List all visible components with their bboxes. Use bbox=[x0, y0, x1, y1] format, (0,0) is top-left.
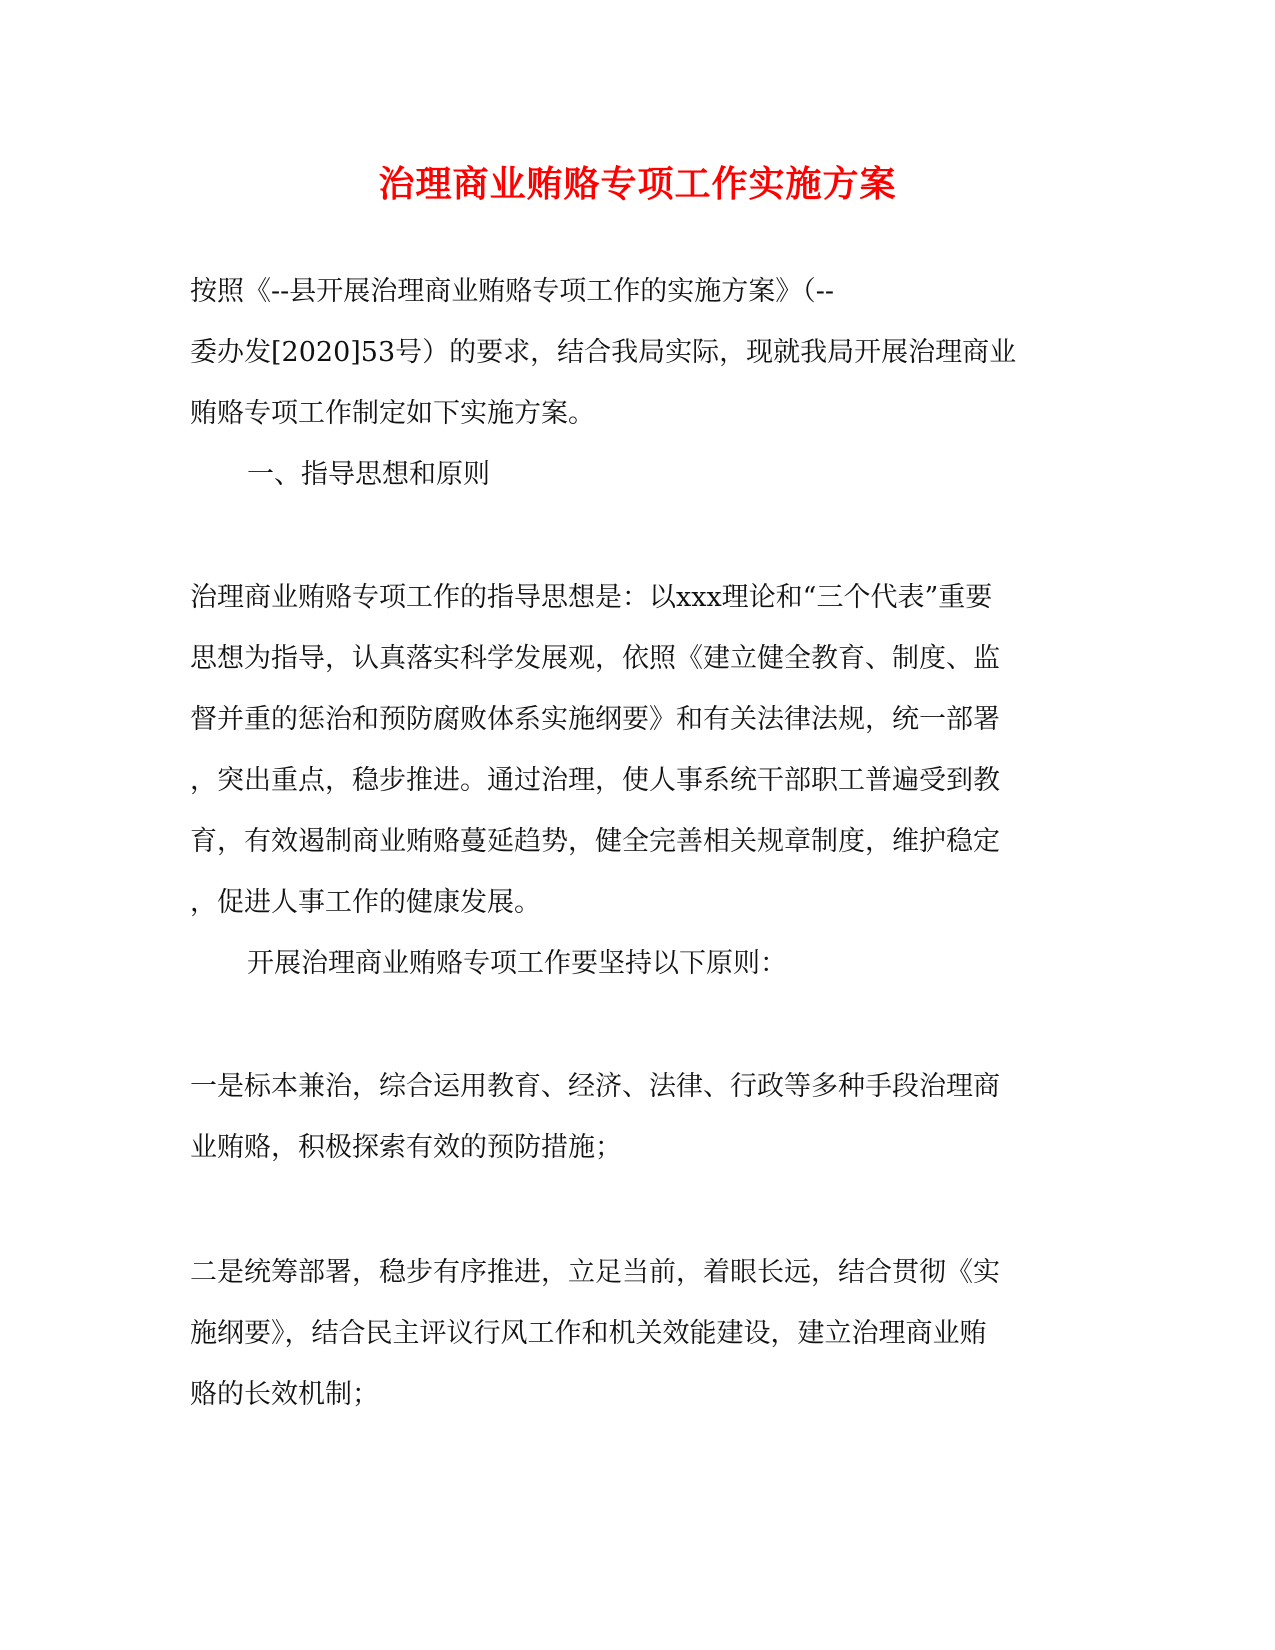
paragraph-line: ，突出重点，稳步推进。通过治理，使人事系统干部职工普遍受到教 bbox=[190, 765, 1000, 796]
paragraph-line: 育，有效遏制商业贿赂蔓延趋势，健全完善相关规章制度，维护稳定 bbox=[190, 826, 1000, 857]
paragraph-line: ，促进人事工作的健康发展。 bbox=[190, 887, 541, 918]
paragraph-line: 治理商业贿赂专项工作的指导思想是：以xxx理论和“三个代表”重要 bbox=[190, 582, 993, 613]
paragraph-line: 业贿赂，积极探索有效的预防措施； bbox=[190, 1132, 622, 1163]
paragraph-line: 一是标本兼治，综合运用教育、经济、法律、行政等多种手段治理商 bbox=[190, 1071, 1000, 1102]
paragraph-line: 按照《--县开展治理商业贿赂专项工作的实施方案》（-- bbox=[190, 276, 834, 307]
paragraph-line: 开展治理商业贿赂专项工作要坚持以下原则： bbox=[247, 948, 787, 979]
section-heading: 一、指导思想和原则 bbox=[247, 459, 490, 490]
document-title: 治理商业贿赂专项工作实施方案 bbox=[378, 163, 897, 205]
paragraph-line: 委办发[2020]53号）的要求，结合我局实际，现就我局开展治理商业 bbox=[190, 337, 1017, 368]
paragraph-line: 贿赂专项工作制定如下实施方案。 bbox=[190, 398, 595, 429]
paragraph-line: 施纲要》，结合民主评议行风工作和机关效能建设，建立治理商业贿 bbox=[190, 1318, 987, 1349]
paragraph-line: 赂的长效机制； bbox=[190, 1379, 379, 1410]
paragraph-line: 督并重的惩治和预防腐败体系实施纲要》和有关法律法规，统一部署 bbox=[190, 704, 1000, 735]
paragraph-line: 二是统筹部署，稳步有序推进，立足当前，着眼长远，结合贯彻《实 bbox=[190, 1257, 1000, 1288]
paragraph-line: 思想为指导，认真落实科学发展观，依照《建立健全教育、制度、监 bbox=[190, 643, 1000, 674]
